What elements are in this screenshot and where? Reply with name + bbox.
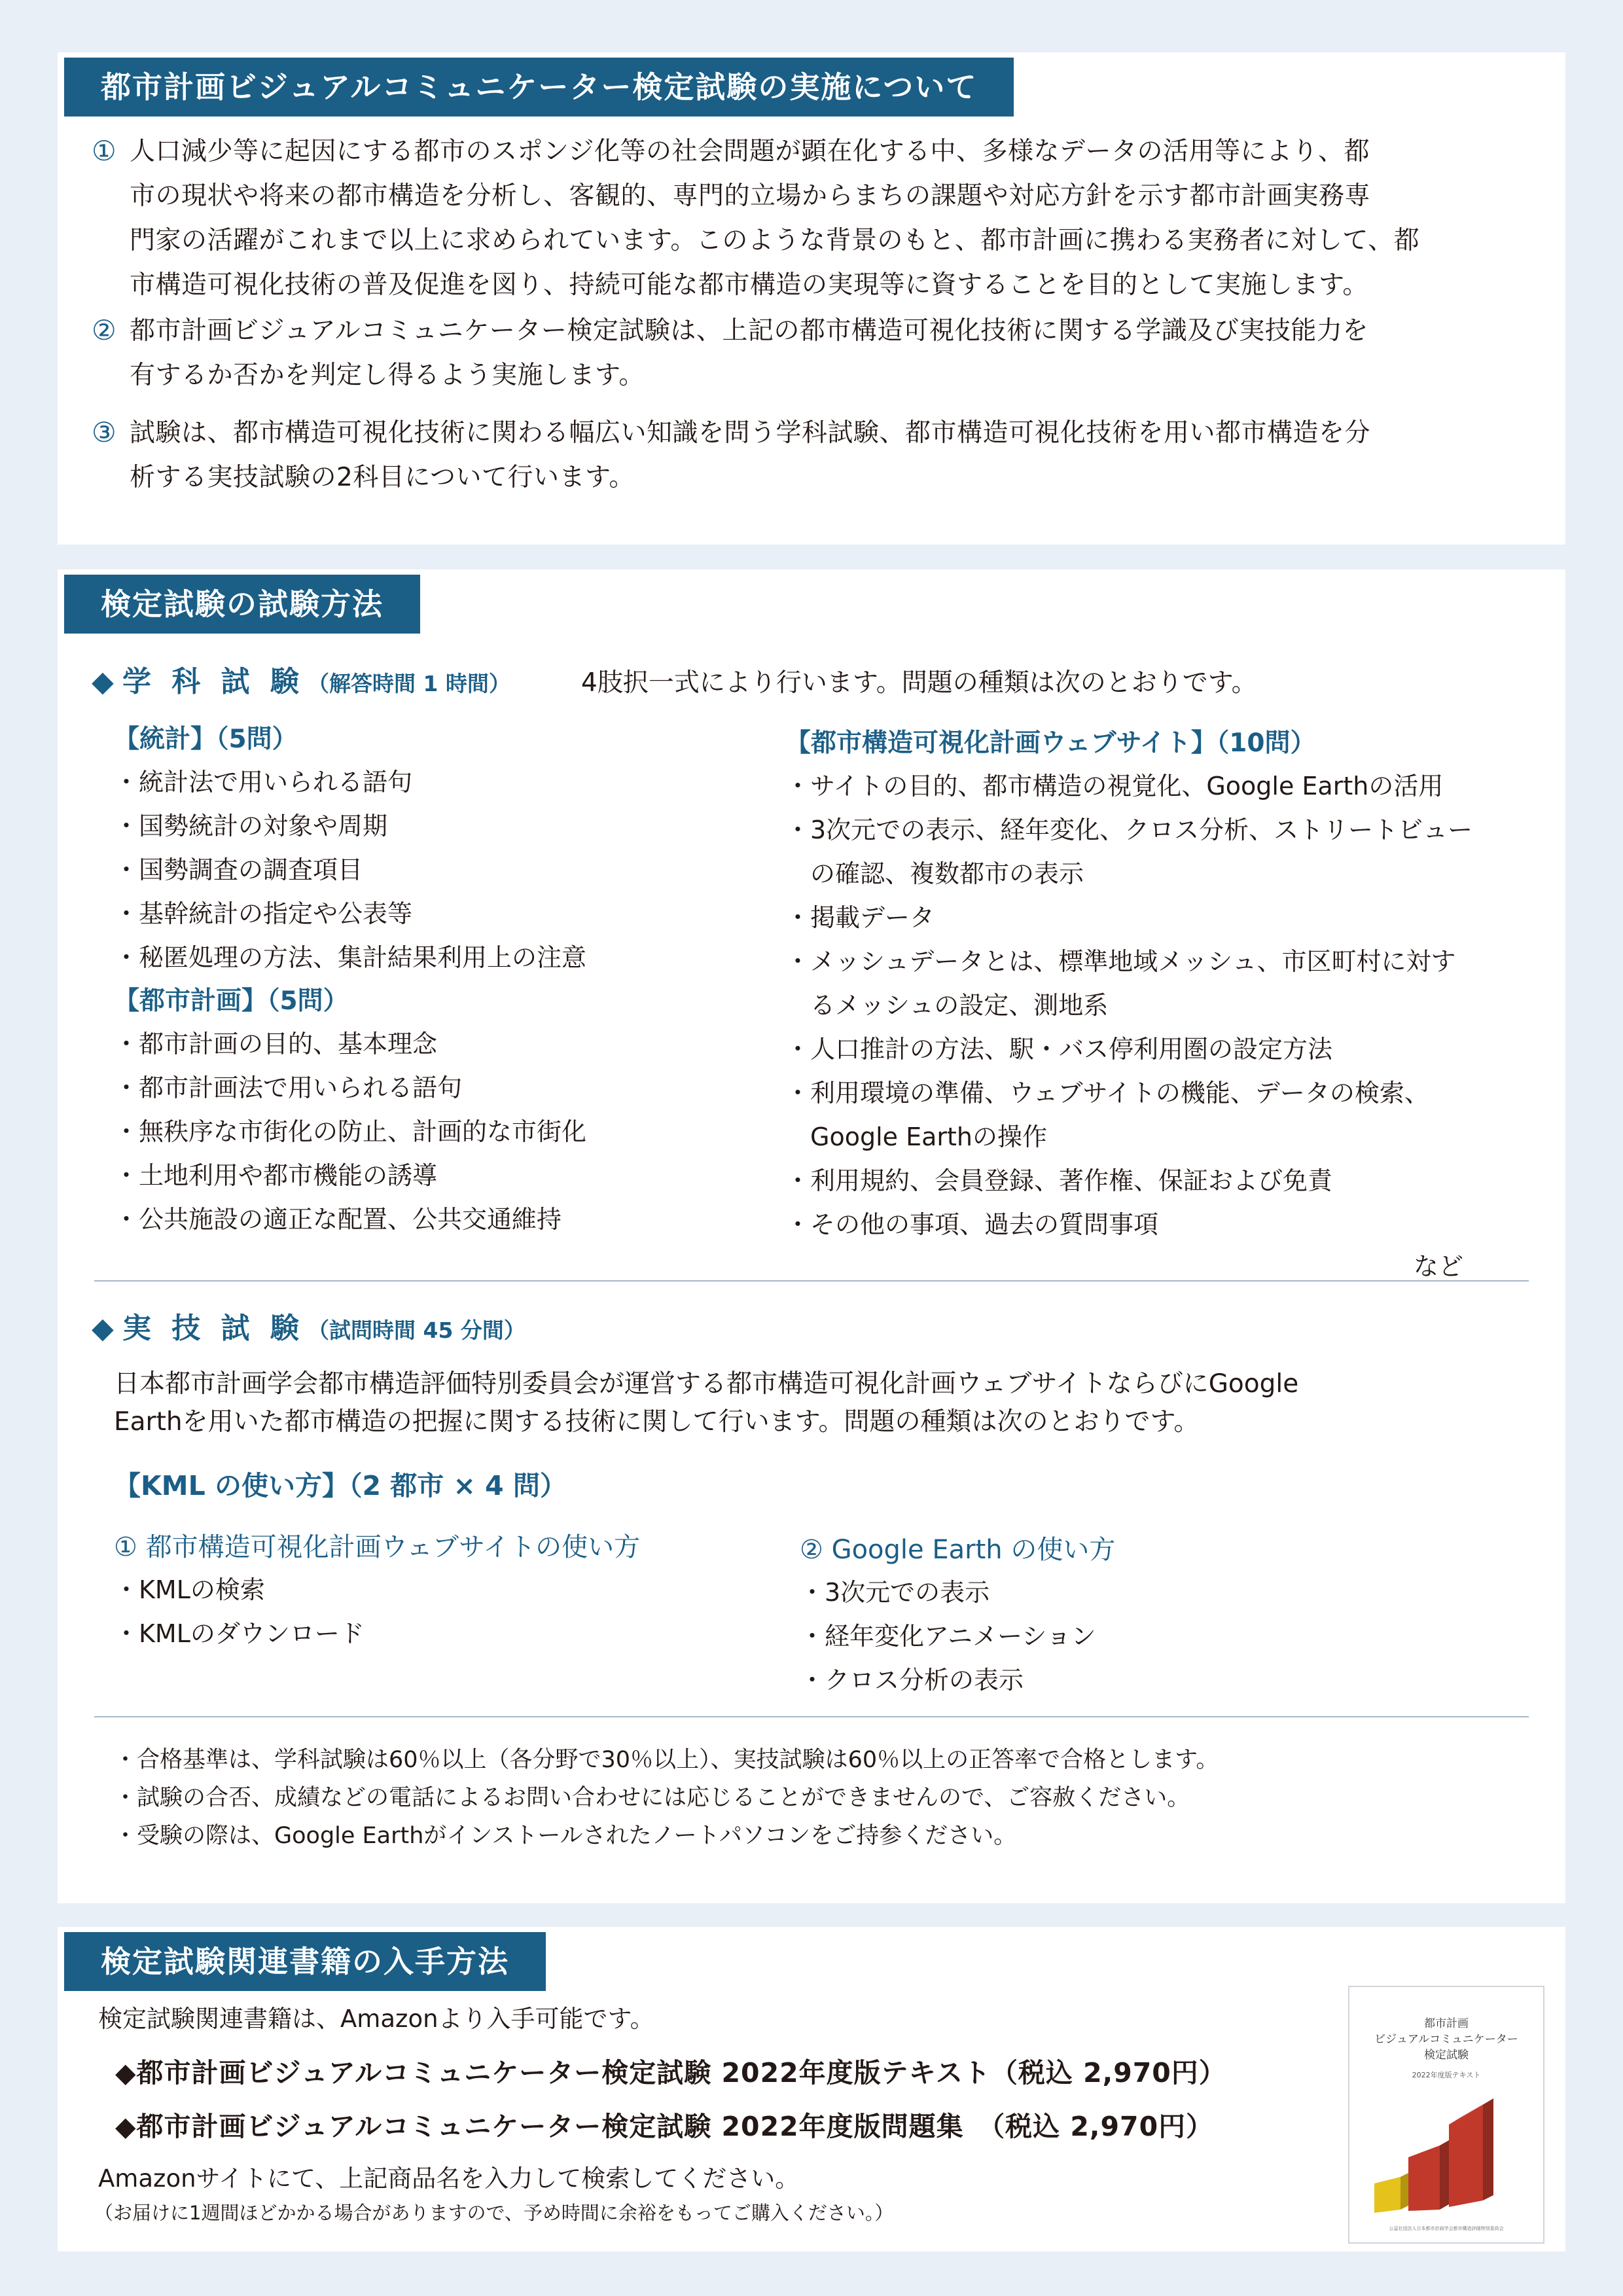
- website-usage-list: [114, 1526, 640, 1656]
- written-exam-description: 4肢択一式により行います。問題の種類は次のとおりです。: [581, 668, 1257, 698]
- description-line: Earthを用いた都市構造の把握に関する技術に関して行います。問題の種類は次のとおりです。: [114, 1407, 1200, 1437]
- book-text: ◆都市計画ビジュアルコミュニケーター検定試験 2022年度版テキスト（税込 2,970円）: [115, 2057, 1226, 2089]
- item-number: ③: [92, 416, 116, 448]
- list-item: ・基幹統計の指定や公表等: [114, 899, 413, 928]
- urban-planning-list: [114, 980, 586, 1242]
- item-number: ①: [92, 135, 116, 167]
- list-item: ・人口推計の方法、駅・バス停利用圏の設定方法: [785, 1035, 1333, 1064]
- practical-exam-description: [114, 1365, 1298, 1441]
- cover-bar-red-side: [1440, 2140, 1449, 2210]
- section-title-books: 検定試験関連書籍の入手方法: [64, 1932, 546, 1991]
- divider: [94, 1280, 1529, 1282]
- list-item: の確認、複数都市の表示: [785, 859, 1084, 888]
- statistics-list: [114, 719, 586, 980]
- list-item: ・土地利用や都市機能の誘導: [114, 1161, 438, 1190]
- note-item: ・試験の合否、成績などの電話によるお問い合わせには応じることができませんので、ご容赦ください。: [114, 1785, 1190, 1811]
- implementation-item-1: [92, 130, 1558, 308]
- written-exam-duration: （解答時間 1 時間）: [308, 671, 510, 696]
- practical-exam-duration: （試問時間 45 分間）: [308, 1318, 526, 1343]
- google-earth-usage-heading: ② Google Earth の使い方: [800, 1535, 1116, 1565]
- list-item: ・KMLのダウンロード: [114, 1619, 365, 1648]
- etc-label: など: [1414, 1252, 1464, 1281]
- list-item: Google Earthの操作: [785, 1122, 1047, 1151]
- list-item: ・秘匿処理の方法、集計結果利用上の注意: [114, 943, 587, 972]
- cover-bar-red: [1408, 2145, 1440, 2211]
- section-exam-method: [58, 569, 1565, 1903]
- google-earth-usage-list: [800, 1529, 1115, 1702]
- urban-planning-heading: 【都市計画】（5問）: [114, 986, 349, 1016]
- website-heading: 【都市構造可視化計画ウェブサイト】（10問）: [785, 728, 1316, 758]
- cover-bar-red: [1449, 2105, 1483, 2207]
- cover-bar-yellow-side: [1400, 2173, 1408, 2210]
- section-implementation: [58, 52, 1565, 545]
- diamond-bullet-icon: ◆: [92, 665, 119, 698]
- item-line: 人口減少等に起因にする都市のスポンジ化等の社会問題が顕在化する中、多様なデータの活用等により、都: [130, 137, 1370, 166]
- written-exam-title: 学 科 試 験: [122, 665, 304, 698]
- item-line: 試験は、都市構造可視化技術に関わる幅広い知識を問う学科試験、都市構造可視化技術を用い都市構造を分: [130, 418, 1371, 448]
- section-books: [58, 1927, 1565, 2251]
- list-item: ・その他の事項、過去の質問事項: [785, 1210, 1159, 1239]
- list-item: ・サイトの目的、都市構造の視覚化、Google Earthの活用: [785, 772, 1444, 800]
- list-item: ・都市計画の目的、基本理念: [114, 1030, 438, 1058]
- list-item: ・クロス分析の表示: [800, 1666, 1024, 1695]
- website-usage-heading: ① 都市構造可視化計画ウェブサイトの使い方: [114, 1532, 641, 1562]
- section-title-implementation: 都市計画ビジュアルコミュニケーター検定試験の実施について: [64, 58, 1014, 117]
- list-item: ・公共施設の適正な配置、公共交通維持: [114, 1205, 562, 1234]
- diamond-bullet-icon: ◆: [92, 1312, 119, 1345]
- implementation-item-2: [92, 309, 1558, 398]
- list-item: ・3次元での表示、経年変化、クロス分析、ストリートビュー: [785, 816, 1473, 844]
- section-title-exam-method: 検定試験の試験方法: [64, 575, 420, 634]
- cover-bars-graphic: [1368, 2085, 1525, 2216]
- cover-title-line: 都市計画: [1424, 2017, 1469, 2030]
- item-line: 都市計画ビジュアルコミュニケーター検定試験は、上記の都市構造可視化技術に関する学識及び実技能力を: [130, 316, 1368, 346]
- cover-edition: 2022年度版テキスト: [1412, 2071, 1481, 2079]
- list-item: るメッシュの設定、測地系: [785, 991, 1109, 1020]
- item-line: 析する実技試験の2科目について行います。: [130, 463, 635, 492]
- list-item: ・メッシュデータとは、標準地域メッシュ、市区町村に対す: [785, 947, 1456, 976]
- cover-title-line: 検定試験: [1424, 2049, 1469, 2062]
- book-workbook: ◆都市計画ビジュアルコミュニケーター検定試験 2022年度版問題集 （税込 2,970円）: [115, 2111, 1214, 2142]
- search-note: Amazonサイトにて、上記商品名を入力して検索してください。: [98, 2164, 800, 2193]
- item-line: 市構造可視化技術の普及促進を図り、持続可能な都市構造の実現等に資することを目的として実施します。: [130, 270, 1368, 300]
- practical-exam-title: 実 技 試 験: [122, 1312, 304, 1345]
- item-line: 有するか否かを判定し得るよう実施します。: [130, 361, 645, 390]
- note-item: ・受験の際は、Google Earthがインストールされたノートパソコンをご持参ください。: [114, 1823, 1017, 1849]
- list-item: ・統計法で用いられる語句: [114, 768, 413, 797]
- cover-bar-red-side: [1483, 2098, 1493, 2200]
- list-item: ・都市計画法で用いられる語句: [114, 1073, 463, 1102]
- item-line: 門家の活躍がこれまで以上に求められています。このような背景のもと、都市計画に携わる実務者に対して、都: [130, 226, 1420, 255]
- list-item: ・国勢統計の対象や周期: [114, 812, 388, 840]
- written-exam-heading: [92, 661, 510, 709]
- list-item: ・掲載データ: [785, 903, 935, 932]
- statistics-heading: 【統計】（5問）: [114, 725, 298, 754]
- cover-bar-yellow: [1374, 2177, 1400, 2213]
- item-line: 市の現状や将来の都市構造を分析し、客観的、専門的立場からまちの課題や対応方針を示す都市計画実務専: [130, 181, 1371, 211]
- description-line: 日本都市計画学会都市構造評価特別委員会が運営する都市構造可視化計画ウェブサイトならびにGoogle: [114, 1369, 1299, 1399]
- list-item: ・3次元での表示: [800, 1578, 990, 1607]
- list-item: ・経年変化アニメーション: [800, 1622, 1096, 1651]
- cover-publisher: 公益社団法人日本都市計画学会都市構造評価特別委員会: [1389, 2226, 1504, 2231]
- kml-heading: 【KML の使い方】（2 都市 × 4 問）: [114, 1470, 567, 1501]
- delivery-note: （お届けに1週間ほどかかる場合がありますので、予め時間に余裕をもってご購入ください。）: [94, 2202, 894, 2224]
- list-item: ・KMLの検索: [114, 1575, 265, 1604]
- implementation-item-3: [92, 411, 1558, 500]
- list-item: ・国勢調査の調査項目: [114, 855, 363, 884]
- notes-list: [114, 1741, 1219, 1855]
- website-list: [785, 723, 1472, 1247]
- list-item: ・利用環境の準備、ウェブサイトの機能、データの検索、: [785, 1079, 1429, 1107]
- divider: [94, 1716, 1529, 1717]
- list-item: ・無秩序な市街化の防止、計画的な市街化: [114, 1117, 587, 1146]
- practical-exam-heading: [92, 1308, 526, 1355]
- note-item: ・合格基準は、学科試験は60％以上（各分野で30％以上）、実技試験は60％以上の正答率で合格とします。: [114, 1747, 1219, 1773]
- books-intro: 検定試験関連書籍は、Amazonより入手可能です。: [98, 2005, 654, 2033]
- cover-title-line: ビジュアルコミュニケーター: [1374, 2033, 1518, 2046]
- list-item: ・利用規約、会員登録、著作権、保証および免責: [785, 1166, 1333, 1195]
- book-cover-image: [1348, 1986, 1544, 2244]
- item-number: ②: [92, 314, 116, 346]
- cover-title: [1349, 2016, 1543, 2063]
